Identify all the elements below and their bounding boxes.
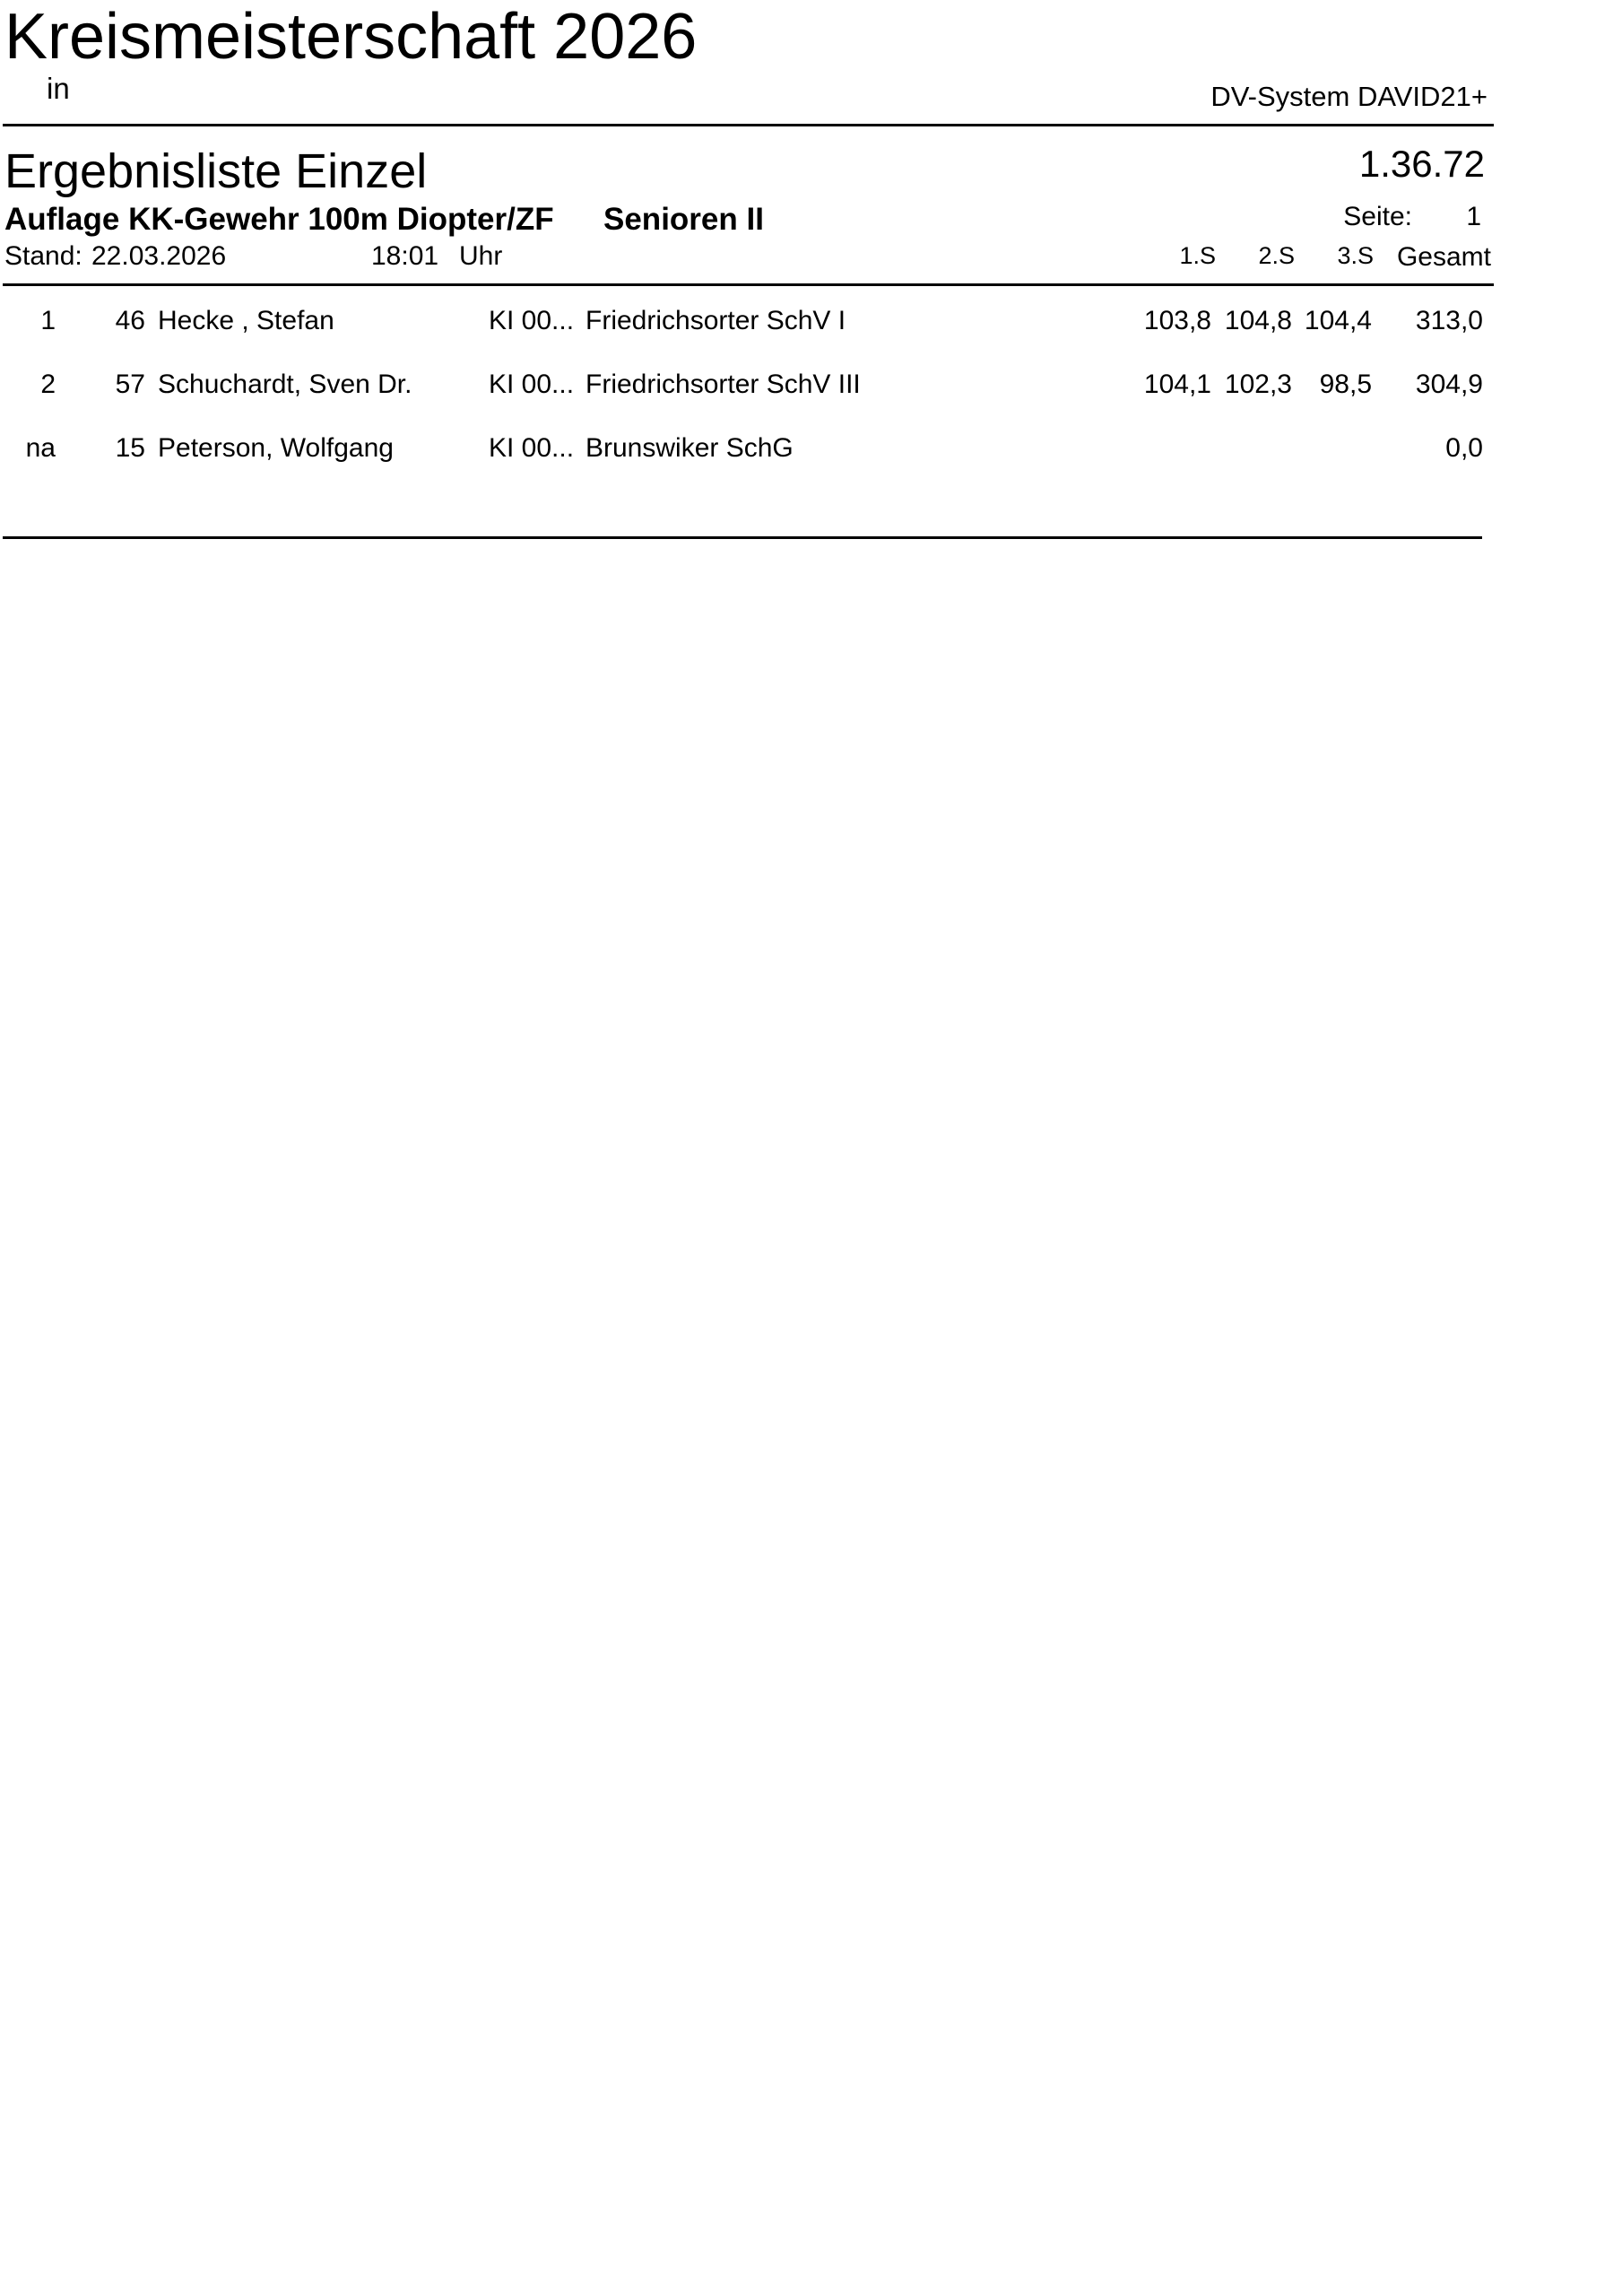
club: Brunswiker SchG bbox=[585, 433, 794, 463]
start-number: 46 bbox=[115, 306, 145, 335]
discipline: Auflage KK-Gewehr 100m Diopter/ZF bbox=[4, 202, 554, 237]
page-label: Seite: bbox=[1343, 202, 1412, 231]
series-2: 104,8 bbox=[1224, 306, 1292, 335]
page-number: 1 bbox=[1466, 202, 1481, 231]
table-header-divider bbox=[3, 283, 1494, 286]
age-class: Senioren II bbox=[603, 202, 764, 237]
rank: 1 bbox=[40, 306, 56, 335]
table-row bbox=[0, 367, 1622, 412]
stand-label: Stand: bbox=[4, 241, 82, 271]
series-2: 102,3 bbox=[1224, 370, 1292, 399]
system-name: DV-System DAVID21+ bbox=[1210, 81, 1488, 112]
club: Friedrichsorter SchV III bbox=[585, 370, 861, 399]
start-number: 57 bbox=[115, 370, 145, 399]
event-title: Kreismeisterschaft 2026 bbox=[4, 1, 698, 73]
shooter-name: Schuchardt, Sven Dr. bbox=[158, 370, 412, 399]
total: 0,0 bbox=[1445, 433, 1483, 463]
total: 313,0 bbox=[1415, 306, 1483, 335]
series-3: 104,4 bbox=[1304, 306, 1372, 335]
column-header-s2: 2.S bbox=[1258, 242, 1295, 269]
district: KI 00... bbox=[489, 370, 575, 399]
header-divider bbox=[3, 124, 1494, 126]
district: KI 00... bbox=[489, 306, 575, 335]
stand-time: 18:01 bbox=[371, 241, 439, 271]
column-header-s3: 3.S bbox=[1337, 242, 1374, 269]
total: 304,9 bbox=[1415, 370, 1483, 399]
stand-date: 22.03.2026 bbox=[91, 241, 227, 271]
district: KI 00... bbox=[489, 433, 575, 463]
table-row bbox=[0, 430, 1622, 475]
table-row bbox=[0, 303, 1622, 348]
column-header-s1: 1.S bbox=[1179, 242, 1216, 269]
shooter-name: Peterson, Wolfgang bbox=[158, 433, 394, 463]
list-code: 1.36.72 bbox=[1358, 143, 1485, 185]
series-1: 103,8 bbox=[1143, 306, 1211, 335]
rank: 2 bbox=[40, 370, 56, 399]
shooter-name: Hecke , Stefan bbox=[158, 306, 334, 335]
start-number: 15 bbox=[115, 433, 145, 463]
table-footer-divider bbox=[3, 536, 1482, 539]
list-title: Ergebnisliste Einzel bbox=[4, 144, 428, 198]
event-venue: in bbox=[47, 72, 70, 105]
club: Friedrichsorter SchV I bbox=[585, 306, 846, 335]
series-3: 98,5 bbox=[1319, 370, 1372, 399]
column-header-total: Gesamt bbox=[1396, 242, 1491, 272]
rank: na bbox=[25, 433, 56, 463]
series-1: 104,1 bbox=[1143, 370, 1211, 399]
time-unit: Uhr bbox=[459, 241, 503, 271]
